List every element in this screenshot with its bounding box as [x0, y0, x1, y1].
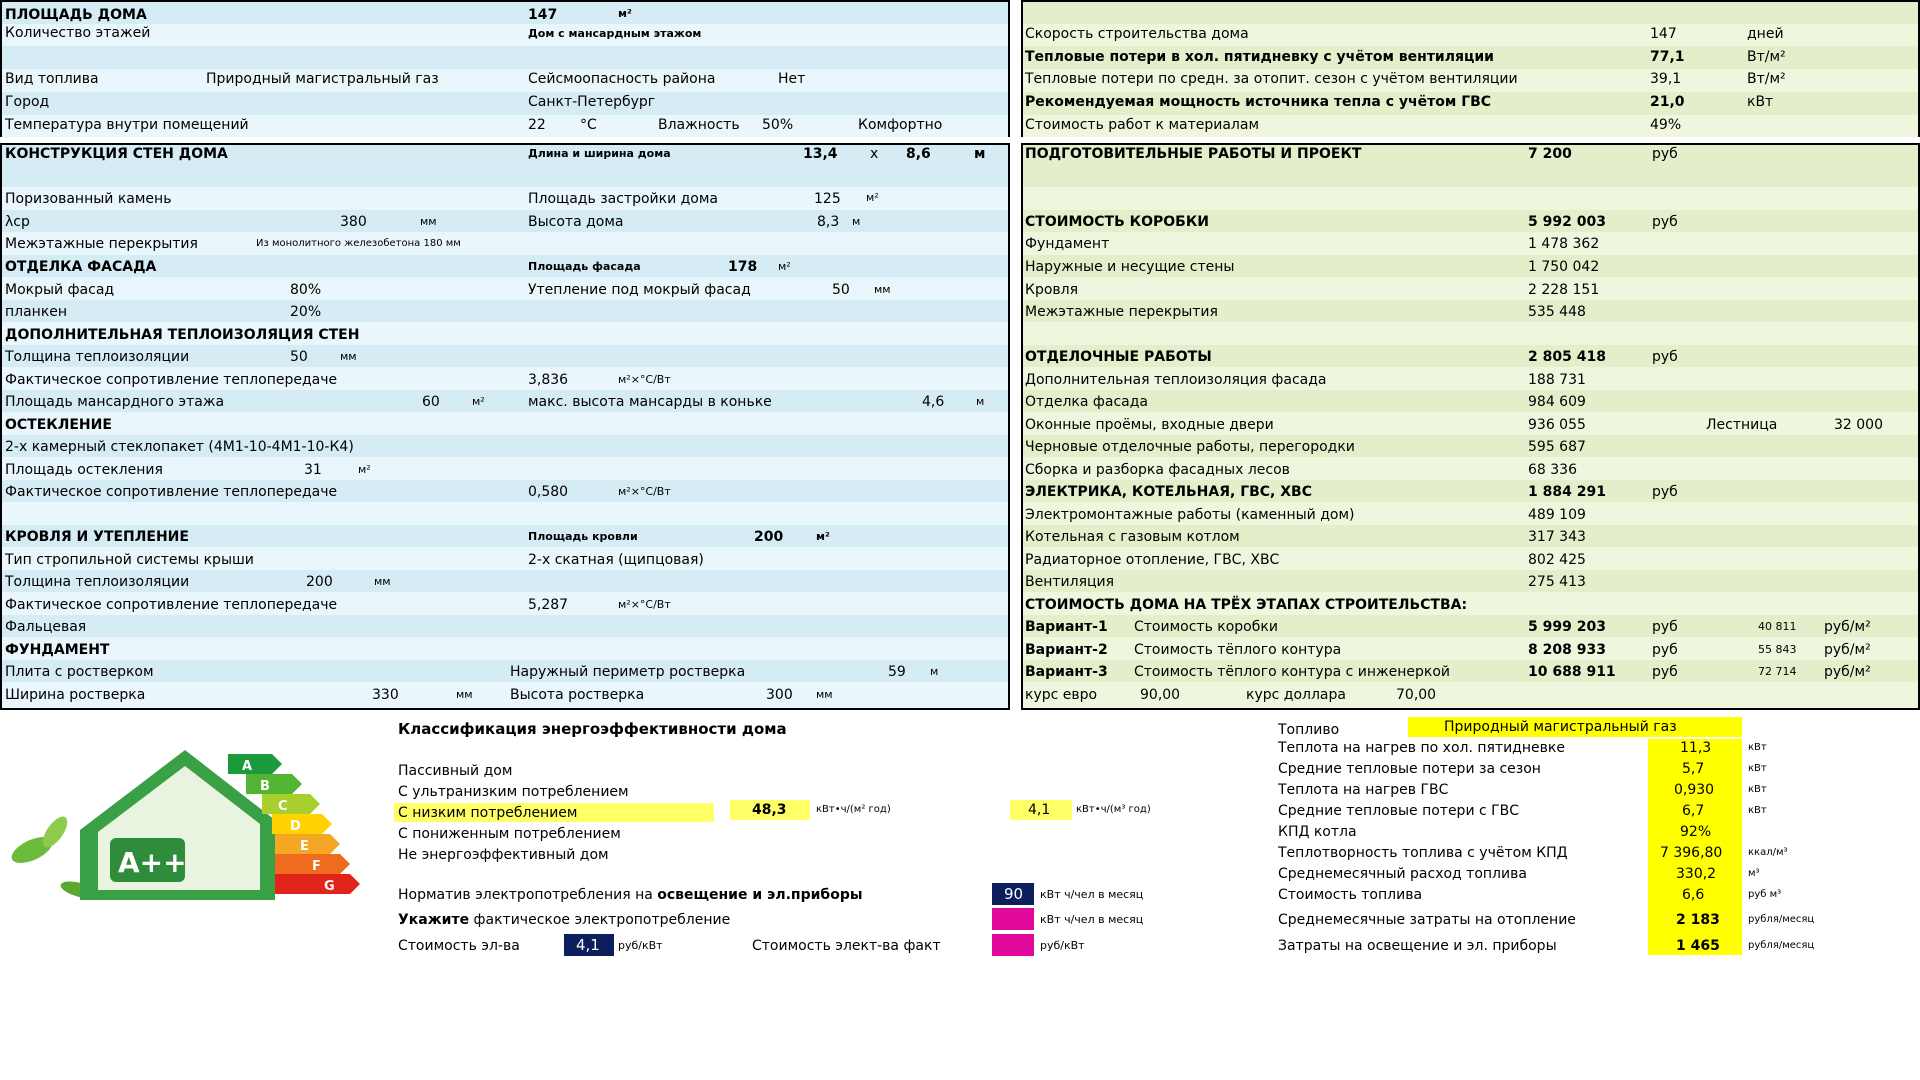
- wet-facade-label: Мокрый фасад: [5, 282, 115, 298]
- class-low: С низким потреблением: [398, 805, 578, 821]
- finish-header: ОТДЕЛОЧНЫЕ РАБОТЫ: [1025, 349, 1212, 365]
- rough-cost-value: 595 687: [1528, 439, 1586, 455]
- energy-letter-g: G: [324, 879, 335, 894]
- overlap-cost-value: 535 448: [1528, 304, 1586, 320]
- finish-value: 2 805 418: [1528, 349, 1606, 365]
- foundation-header: ФУНДАМЕНТ: [5, 642, 110, 658]
- variant1-per-unit: руб/м²: [1824, 619, 1871, 635]
- energy-letter-f: F: [312, 859, 321, 874]
- heat-row-label: Среднемесячные затраты на отопление: [1278, 912, 1576, 928]
- prep-value: 7 200: [1528, 146, 1572, 162]
- speed-label: Скорость строительства дома: [1025, 26, 1249, 42]
- heat-row-label: Теплота на нагрев по хол. пятидневке: [1278, 740, 1565, 756]
- dim-length[interactable]: 13,4: [803, 146, 838, 162]
- build-area-unit: м²: [866, 191, 879, 204]
- glass-area-value[interactable]: 31: [304, 462, 322, 478]
- windows-cost-label: Оконные проёмы, входные двери: [1025, 417, 1274, 433]
- fact-label: Укажите фактическое электропотребление: [398, 912, 731, 928]
- radiator-cost-label: Радиаторное отопление, ГВС, ХВС: [1025, 552, 1280, 568]
- variant2-per-unit: руб/м²: [1824, 642, 1871, 658]
- floors-value[interactable]: Дом с мансардным этажом: [528, 27, 702, 40]
- foundation-cost-value: 1 478 362: [1528, 236, 1600, 252]
- avg-loss-unit: Вт/м²: [1747, 71, 1786, 87]
- boiler-cost-value: 317 343: [1528, 529, 1586, 545]
- city-label: Город: [5, 94, 50, 110]
- lambda-unit: мм: [420, 215, 437, 228]
- facade-cost-label: Отделка фасада: [1025, 394, 1148, 410]
- variant3-per-unit: руб/м²: [1824, 664, 1871, 680]
- elec-value: 1 884 291: [1528, 484, 1606, 500]
- heat-row-unit: рубля/месяц: [1748, 940, 1815, 951]
- class-reduced: С пониженным потреблением: [398, 826, 621, 842]
- area-unit: м²: [618, 7, 632, 20]
- roof-header: КРОВЛЯ И УТЕПЛЕНИЕ: [5, 529, 189, 545]
- energy-letter-e: E: [300, 839, 309, 854]
- heat-row-label: Стоимость топлива: [1278, 887, 1423, 903]
- attic-area-label: Площадь мансардного этажа: [5, 394, 225, 410]
- temp-value[interactable]: 22: [528, 117, 546, 133]
- box-header: СТОИМОСТЬ КОРОБКИ: [1025, 214, 1209, 230]
- speed-value: 147: [1650, 26, 1677, 42]
- norm-unit: кВт ч/чел в месяц: [1040, 888, 1144, 901]
- variant3-per: 72 714: [1758, 665, 1797, 678]
- energy-bar-b: [246, 774, 302, 794]
- walls-cost-label: Наружные и несущие стены: [1025, 259, 1235, 275]
- heat-row-value: 1 465: [1676, 938, 1720, 954]
- facade-area-unit: м²: [778, 260, 791, 273]
- roof-ins-label: Толщина теплоизоляции: [5, 574, 190, 590]
- power-label: Рекомендуемая мощность источника тепла с учётом ГВС: [1025, 94, 1492, 110]
- area-value[interactable]: 147: [528, 7, 558, 23]
- glazing-header: ОСТЕКЛЕНИЕ: [5, 417, 112, 433]
- box-value: 5 992 003: [1528, 214, 1606, 230]
- ins-thickness-label: Толщина теплоизоляции: [5, 349, 190, 365]
- roof-type-value[interactable]: 2-х скатная (щипцовая): [528, 552, 704, 568]
- heat-loss-value: 77,1: [1650, 49, 1685, 65]
- grillage-height-value[interactable]: 300: [766, 687, 793, 703]
- humidity-label: Влажность: [658, 117, 740, 133]
- radiator-cost-value: 802 425: [1528, 552, 1586, 568]
- variant3-desc: Стоимость тёплого контура с инженеркой: [1134, 664, 1451, 680]
- planken-label: планкен: [5, 304, 68, 320]
- variant3-unit: руб: [1652, 664, 1678, 680]
- box-unit: руб: [1652, 214, 1678, 230]
- humidity-value[interactable]: 50%: [762, 117, 794, 133]
- heat-row-value: 0,930: [1674, 782, 1715, 798]
- variant2-unit: руб: [1652, 642, 1678, 658]
- variant3-value: 10 688 911: [1528, 664, 1616, 680]
- heat-row-value: 2 183: [1676, 912, 1720, 928]
- ridge-label: макс. высота мансарды в коньке: [528, 394, 772, 410]
- electro-cost-value: 489 109: [1528, 507, 1586, 523]
- wet-facade-value[interactable]: 80%: [290, 282, 322, 298]
- dim-width[interactable]: 8,6: [906, 146, 931, 162]
- power-value: 21,0: [1650, 94, 1685, 110]
- ins-thickness-unit: мм: [340, 350, 357, 363]
- heat-fuel-value[interactable]: Природный магистральный газ: [1444, 719, 1677, 735]
- grillage-height-label: Высота ростверка: [510, 687, 645, 703]
- heat-row-unit: м³: [1748, 868, 1760, 879]
- power-unit: кВт: [1747, 94, 1774, 110]
- electro-cost-label: Электромонтажные работы (каменный дом): [1025, 507, 1355, 523]
- cost-value[interactable]: 4,1: [576, 936, 600, 954]
- planken-value[interactable]: 20%: [290, 304, 322, 320]
- energy-letter-c: C: [278, 799, 288, 814]
- speed-unit: дней: [1747, 26, 1784, 42]
- windows-cost-value: 936 055: [1528, 417, 1586, 433]
- heat-row-unit: кВт: [1748, 784, 1767, 795]
- grillage-width-label: Ширина ростверка: [5, 687, 146, 703]
- heat-row-unit: руб м³: [1748, 889, 1782, 900]
- roof-cost-value: 2 228 151: [1528, 282, 1600, 298]
- heat-row-value: 92%: [1680, 824, 1712, 840]
- facade-header: ОТДЕЛКА ФАСАДА: [5, 259, 157, 275]
- energy-letter-d: D: [290, 819, 301, 834]
- usd-value[interactable]: 70,00: [1396, 687, 1437, 703]
- heat-row-value: 11,3: [1680, 740, 1712, 756]
- facade-cost-value: 984 609: [1528, 394, 1586, 410]
- insul-wet-unit: мм: [874, 283, 891, 296]
- addins-header: ДОПОЛНИТЕЛЬНАЯ ТЕПЛОИЗОЛЯЦИЯ СТЕН: [5, 327, 360, 343]
- slab-type[interactable]: Плита с ростверком: [5, 664, 154, 680]
- resistance-unit: м²×°С/Вт: [618, 373, 671, 386]
- energy-title: Классификация энергоэффективности дома: [398, 720, 787, 738]
- variant1-per: 40 811: [1758, 620, 1797, 633]
- heat-row-value: 5,7: [1682, 761, 1705, 777]
- walls-header: КОНСТРУКЦИЯ СТЕН ДОМА: [5, 146, 228, 162]
- cost-label: Стоимость эл-ва: [398, 938, 520, 954]
- eur-value[interactable]: 90,00: [1140, 687, 1181, 703]
- ridge-unit: м: [976, 395, 985, 408]
- variant2-name: Вариант-2: [1025, 642, 1108, 658]
- ratio-value: 49%: [1650, 117, 1682, 133]
- heat-fuel-label: Топливо: [1278, 722, 1340, 738]
- scaffold-cost-value: 68 336: [1528, 462, 1577, 478]
- heat-loss-label: Тепловые потери в хол. пятидневку с учётом вентиляции: [1025, 49, 1494, 65]
- cost-fact-unit: руб/кВт: [1040, 939, 1085, 952]
- dim-x: х: [870, 146, 879, 162]
- grillage-width-value[interactable]: 330: [372, 687, 399, 703]
- ridge-value[interactable]: 4,6: [922, 394, 945, 410]
- attic-area-value[interactable]: 60: [422, 394, 440, 410]
- energy-letter-b: B: [260, 779, 270, 794]
- resistance3-unit: м²×°С/Вт: [618, 598, 671, 611]
- roof-type-label: Тип стропильной системы крыши: [5, 552, 254, 568]
- heat-row-value: 6,6: [1682, 887, 1705, 903]
- glass-type[interactable]: 2-х камерный стеклопакет (4М1-10-4М1-10-К4): [5, 439, 354, 455]
- ratio-label: Стоимость работ к материалам: [1025, 117, 1260, 133]
- heat-row-value: 330,2: [1676, 866, 1717, 882]
- vent-cost-label: Вентиляция: [1025, 574, 1115, 590]
- boiler-cost-label: Котельная с газовым котлом: [1025, 529, 1240, 545]
- heat-row-label: Затраты на освещение и эл. приборы: [1278, 938, 1557, 954]
- finish-unit: руб: [1652, 349, 1678, 365]
- variant3-name: Вариант-3: [1025, 664, 1108, 680]
- heat-row-label: КПД котла: [1278, 824, 1357, 840]
- avg-loss-value: 39,1: [1650, 71, 1682, 87]
- grillage-height-unit: мм: [816, 688, 833, 701]
- energy-letter-a: A: [242, 759, 253, 774]
- build-area-value: 125: [814, 191, 841, 207]
- energy-bar-d: [272, 814, 332, 834]
- heat-row-label: Средние тепловые потери с ГВС: [1278, 803, 1520, 819]
- avg-loss-label: Тепловые потери по средн. за отопит. сезон с учётом вентиляции: [1025, 71, 1518, 87]
- prep-header: ПОДГОТОВИТЕЛЬНЫЕ РАБОТЫ И ПРОЕКТ: [1025, 146, 1362, 162]
- elec-header: ЭЛЕКТРИКА, КОТЕЛЬНАЯ, ГВС, ХВС: [1025, 484, 1312, 500]
- variant1-desc: Стоимость коробки: [1134, 619, 1278, 635]
- cost-fact-input[interactable]: [992, 934, 1034, 956]
- heat-row-label: Среднемесячный расход топлива: [1278, 866, 1527, 882]
- overlap-value[interactable]: Из монолитного железобетона 180 мм: [256, 238, 461, 249]
- heat-row-unit: ккал/м³: [1748, 847, 1788, 858]
- usd-label: курс доллара: [1246, 687, 1346, 703]
- heat-row-unit: кВт: [1748, 742, 1767, 753]
- perimeter-value: 59: [888, 664, 906, 680]
- class-inefficient: Не энергоэффективный дом: [398, 847, 609, 863]
- energy-unit1: кВт•ч/(м² год): [816, 804, 891, 815]
- variant2-per: 55 843: [1758, 643, 1797, 656]
- stairs-label: Лестница: [1706, 417, 1778, 433]
- energy-value1: 48,3: [752, 802, 787, 818]
- variant1-value: 5 999 203: [1528, 619, 1606, 635]
- heat-row-label: Средние тепловые потери за сезон: [1278, 761, 1541, 777]
- roof-cost-label: Кровля: [1025, 282, 1079, 298]
- rough-cost-label: Черновые отделочные работы, перегородки: [1025, 439, 1355, 455]
- floors-label: Количество этажей: [5, 25, 151, 41]
- insul-wet-label: Утепление под мокрый фасад: [528, 282, 751, 298]
- stairs-value[interactable]: 32 000: [1834, 417, 1883, 433]
- resistance2-label: Фактическое сопротивление теплопередаче: [5, 484, 338, 500]
- heat-row-value: 7 396,80: [1660, 845, 1723, 861]
- energy-bar-a: [228, 754, 282, 774]
- heat-row-unit: кВт: [1748, 763, 1767, 774]
- insul-wet-value[interactable]: 50: [832, 282, 850, 298]
- height-unit: м: [852, 215, 861, 228]
- elec-unit: руб: [1652, 484, 1678, 500]
- scaffold-cost-label: Сборка и разборка фасадных лесов: [1025, 462, 1290, 478]
- fact-unit: кВт ч/чел в месяц: [1040, 913, 1144, 926]
- roof-area-label: Площадь кровли: [528, 530, 638, 543]
- roof-seam[interactable]: Фальцевая: [5, 619, 87, 635]
- area-label: ПЛОЩАДЬ ДОМА: [5, 7, 147, 23]
- glass-area-label: Площадь остекления: [5, 462, 163, 478]
- facade-area-label: Площадь фасада: [528, 260, 641, 273]
- seismic-value[interactable]: Нет: [778, 71, 806, 87]
- stages-header: СТОИМОСТЬ ДОМА НА ТРЁХ ЭТАПАХ СТРОИТЕЛЬСТВА:: [1025, 597, 1468, 613]
- ins-thickness-value[interactable]: 50: [290, 349, 308, 365]
- resistance-value: 3,836: [528, 372, 569, 388]
- height-label: Высота дома: [528, 214, 624, 230]
- roof-ins-unit: мм: [374, 575, 391, 588]
- norm-value[interactable]: 90: [1004, 885, 1024, 903]
- seismic-label: Сейсмоопасность района: [528, 71, 716, 87]
- lambda-value[interactable]: 380: [340, 214, 367, 230]
- energy-bar-g: [275, 874, 360, 894]
- heat-row-unit: кВт: [1748, 805, 1767, 816]
- heat-loss-unit: Вт/м²: [1747, 49, 1786, 65]
- variant1-name: Вариант-1: [1025, 619, 1108, 635]
- lambda-label: λср: [5, 214, 30, 230]
- resistance2-unit: м²×°С/Вт: [618, 485, 671, 498]
- temp-label: Температура внутри помещений: [5, 117, 249, 133]
- height-value: 8,3: [817, 214, 840, 230]
- temp-unit: °С: [580, 117, 597, 133]
- variant1-unit: руб: [1652, 619, 1678, 635]
- fact-input[interactable]: [992, 908, 1034, 930]
- comfort-status: Комфортно: [858, 117, 943, 133]
- prep-unit: руб: [1652, 146, 1678, 162]
- resistance3-value: 5,287: [528, 597, 569, 613]
- energy-grade-text: A++: [118, 846, 187, 879]
- variant2-desc: Стоимость тёплого контура: [1134, 642, 1342, 658]
- fuel-label: Вид топлива: [5, 71, 99, 87]
- resistance3-label: Фактическое сопротивление теплопередаче: [5, 597, 338, 613]
- attic-area-unit: м²: [472, 395, 485, 408]
- grillage-width-unit: мм: [456, 688, 473, 701]
- dims-label: Длина и ширина дома: [528, 147, 671, 160]
- build-area-label: Площадь застройки дома: [528, 191, 719, 207]
- heat-row-label: Теплота на нагрев ГВС: [1278, 782, 1449, 798]
- class-ultralow: С ультранизким потреблением: [398, 784, 629, 800]
- city-value[interactable]: Санкт-Петербург: [528, 94, 656, 110]
- dim-unit: м: [974, 146, 986, 162]
- energy-value2: 4,1: [1028, 802, 1051, 818]
- heat-row-value: 6,7: [1682, 803, 1705, 819]
- variant2-value: 8 208 933: [1528, 642, 1606, 658]
- overlap-label: Межэтажные перекрытия: [5, 236, 198, 252]
- glass-area-unit: м²: [358, 463, 371, 476]
- cost-fact-label: Стоимость элект-ва факт: [752, 938, 941, 954]
- addins-cost-value: 188 731: [1528, 372, 1586, 388]
- resistance2-value: 0,580: [528, 484, 569, 500]
- roof-ins-value[interactable]: 200: [306, 574, 333, 590]
- energy-unit2: кВт•ч/(м³ год): [1076, 804, 1151, 815]
- walls-cost-value: 1 750 042: [1528, 259, 1600, 275]
- addins-cost-label: Дополнительная теплоизоляция фасада: [1025, 372, 1327, 388]
- norm-label: Норматив электропотребления на освещение и эл.приборы: [398, 887, 863, 903]
- heat-row-unit: рубля/месяц: [1748, 914, 1815, 925]
- roof-area-unit: м²: [816, 530, 830, 543]
- class-passive: Пассивный дом: [398, 763, 513, 779]
- foundation-cost-label: Фундамент: [1025, 236, 1110, 252]
- vent-cost-value: 275 413: [1528, 574, 1586, 590]
- stone-type[interactable]: Поризованный камень: [5, 191, 172, 207]
- perimeter-label: Наружный периметр ростверка: [510, 664, 746, 680]
- construction-panel: [0, 143, 1010, 710]
- facade-area-value: 178: [728, 259, 758, 275]
- roof-area-value: 200: [754, 529, 784, 545]
- fuel-value[interactable]: Природный магистральный газ: [206, 71, 439, 87]
- energy-bar-c: [262, 794, 320, 814]
- overlap-cost-label: Межэтажные перекрытия: [1025, 304, 1218, 320]
- heat-row-label: Теплотворность топлива с учётом КПД: [1278, 845, 1568, 861]
- perimeter-unit: м: [930, 665, 939, 678]
- energy-class-logo: [10, 740, 370, 910]
- cost-unit: руб/кВт: [618, 939, 663, 952]
- eur-label: курс евро: [1025, 687, 1098, 703]
- resistance-label: Фактическое сопротивление теплопередаче: [5, 372, 338, 388]
